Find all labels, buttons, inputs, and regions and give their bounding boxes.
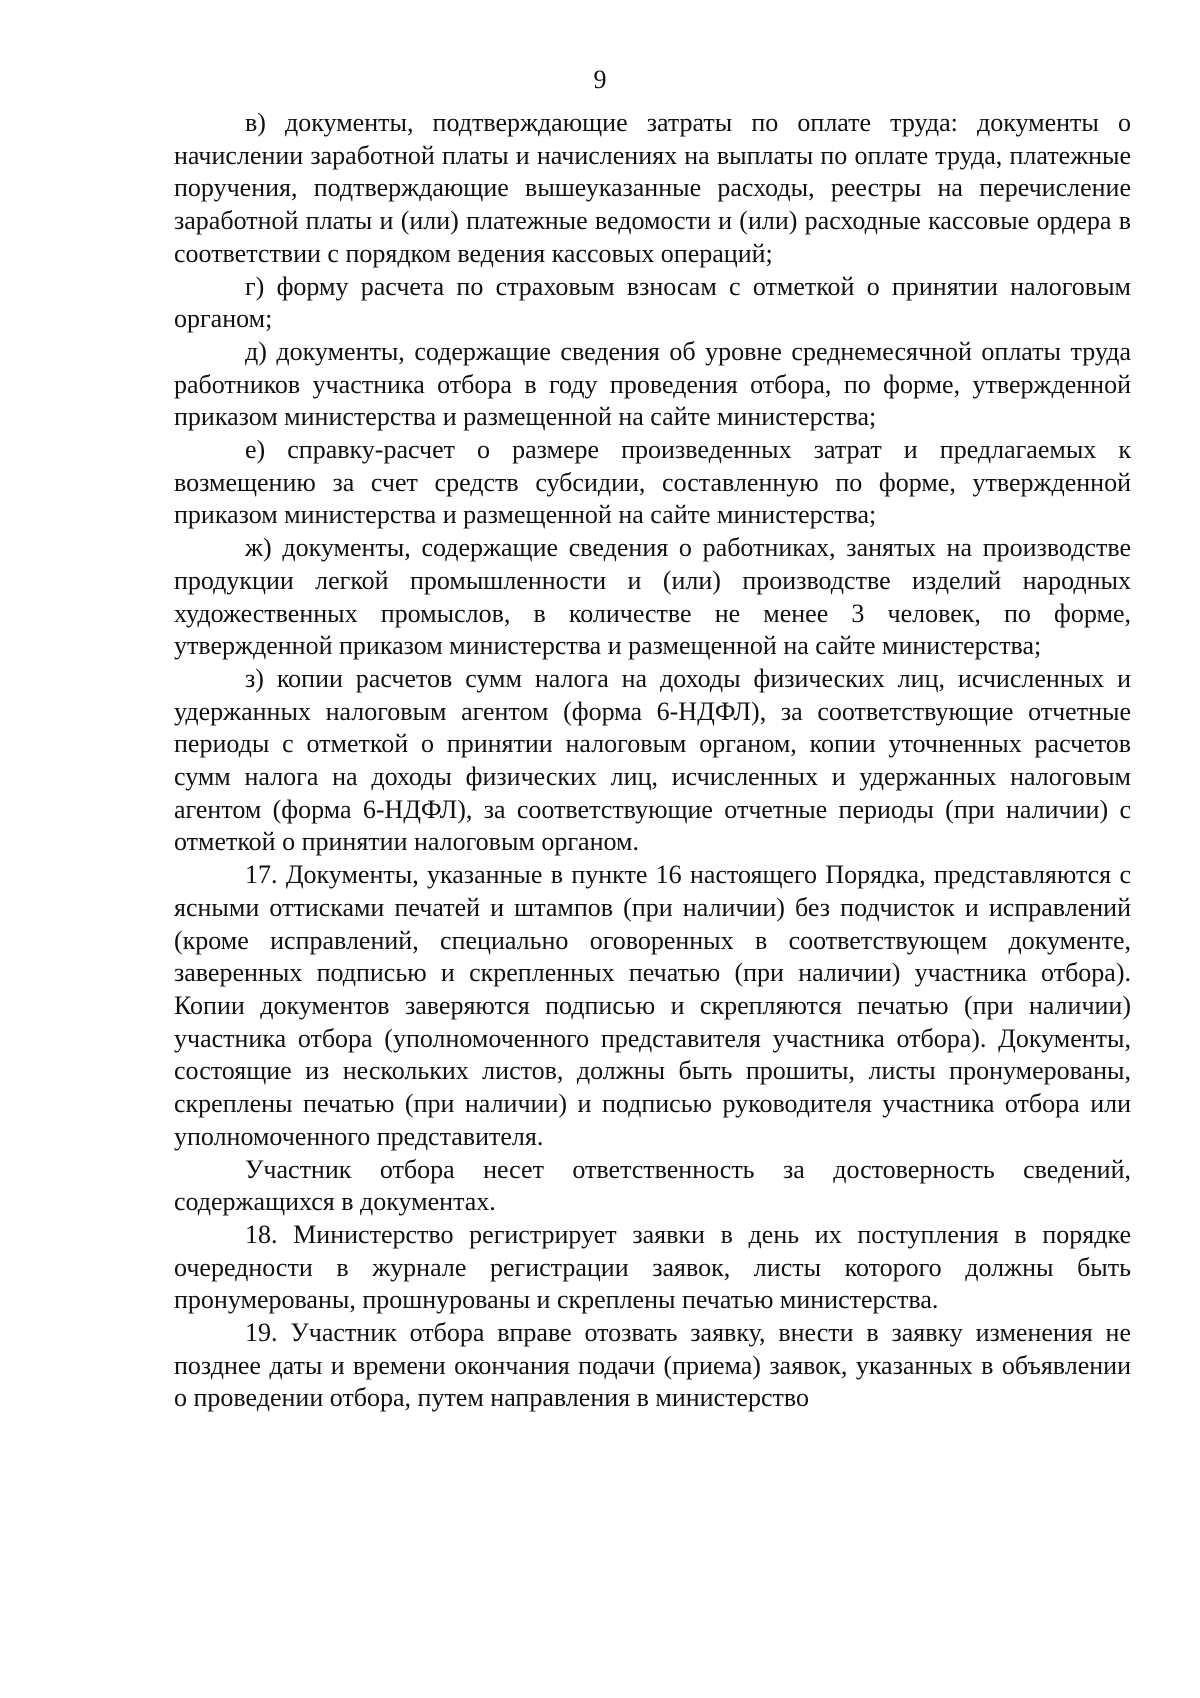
paragraph-clause-18: 18. Министерство регистрирует заявки в день их поступления в порядке очередности в журнале регистрации заявок, листы которого должны быть пронумерованы, прошнурованы и скреплены печатью министерства.: [174, 1219, 1131, 1315]
paragraph-item-zh: ж) документы, содержащие сведения о работниках, занятых на производстве продукции легкой промышленности и (или) производстве изделий народных художественных промыслов, в количестве не менее 3 человек, по форме, утвержденной приказом министерства и размещенной на сайте министерства;: [174, 533, 1131, 661]
paragraph-responsibility: Участник отбора несет ответственность за достоверность сведений, содержащихся в документах.: [174, 1154, 1131, 1217]
document-body: [174, 107, 1131, 1415]
paragraph-item-g: г) форму расчета по страховым взносам с отметкой о принятии налоговым органом;: [174, 271, 1131, 334]
paragraph-item-v: в) документы, подтверждающие затраты по оплате труда: документы о начислении заработной платы и начислениях на выплаты по оплате труда, платежные поручения, подтверждающие вышеуказанные расходы, реестры на перечисление заработной платы и (или) платежные ведомости и (или) расходные кассовые ордера в соответствии с порядком ведения кассовых операций;: [174, 108, 1131, 268]
paragraph-item-d: д) документы, содержащие сведения об уровне среднемесячной оплаты труда работников участника отбора в году проведения отбора, по форме, утвержденной приказом министерства и размещенной на сайте министерства;: [174, 336, 1131, 432]
paragraph-clause-19: 19. Участник отбора вправе отозвать заявку, внести в заявку изменения не позднее даты и времени окончания подачи (приема) заявок, указанных в объявлении о проведении отбора, путем направления в министерство: [174, 1318, 1131, 1413]
paragraph-item-z: з) копии расчетов сумм налога на доходы физических лиц, исчисленных и удержанных налоговым агентом (форма 6-НДФЛ), за соответствующие отчетные периоды с отметкой о принятии налоговым органом, копии уточненных расчетов сумм налога на доходы физических лиц, исчисленных и удержанных налоговым агентом (форма 6-НДФЛ), за соответствующие отчетные периоды (при наличии) с отметкой о принятии налоговым органом.: [174, 663, 1131, 857]
page-number: 9: [593, 65, 607, 94]
paragraph-clause-17: 17. Документы, указанные в пункте 16 настоящего Порядка, представляются с ясными оттисками печатей и штампов (при наличии) без подчисток и исправлений (кроме исправлений, специально оговоренных в соответствующем документе, заверенных подписью и скрепленных печатью (при наличии) участника отбора). Копии документов заверяются подписью и скрепляются печатью (при наличии) участника отбора (уполномоченного представителя участника отбора). Документы, состоящие из нескольких листов, должны быть прошиты, листы пронумерованы, скреплены печатью (при наличии) и подписью руководителя участника отбора или уполномоченного представителя.: [174, 860, 1131, 1151]
paragraph-item-e: е) справку-расчет о размере произведенных затрат и предлагаемых к возмещению за счет средств субсидии, составленную по форме, утвержденной приказом министерства и размещенной на сайте министерства;: [174, 435, 1131, 530]
